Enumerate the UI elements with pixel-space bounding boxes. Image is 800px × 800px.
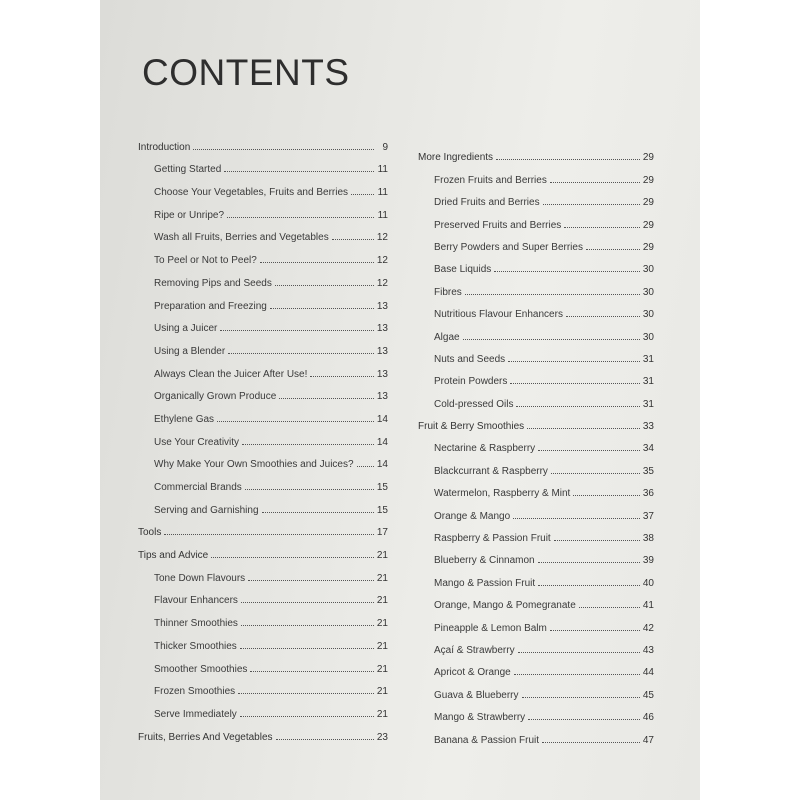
toc-entry-label: Nuts and Seeds (434, 353, 506, 365)
toc-page-number: 44 (642, 667, 654, 679)
toc-subentry (138, 493, 388, 516)
toc-subentry (138, 652, 388, 675)
dot-leader (496, 159, 640, 160)
toc-page-number: 21 (376, 595, 388, 607)
toc-subentry (138, 675, 388, 698)
dot-leader (516, 406, 640, 407)
dot-leader (227, 217, 374, 218)
toc-page-number: 42 (642, 622, 654, 634)
toc-page-number: 29 (642, 241, 654, 253)
dot-leader (238, 693, 374, 694)
dot-leader (245, 489, 374, 490)
toc-section-entry (418, 141, 654, 163)
dot-leader (211, 557, 374, 558)
toc-subentry (138, 153, 388, 176)
toc-page-number: 29 (642, 197, 654, 209)
toc-page-number: 15 (376, 504, 388, 516)
toc-page-number: 43 (642, 644, 654, 656)
toc-entry-label: More Ingredients (418, 152, 494, 164)
toc-page-number: 29 (642, 152, 654, 164)
toc-subentry (418, 432, 654, 454)
dot-leader (550, 630, 640, 631)
toc-subentry (418, 589, 654, 611)
toc-entry-label: Açaí & Strawberry (434, 644, 515, 656)
toc-page-number: 39 (642, 555, 654, 567)
dot-leader (538, 562, 640, 563)
dot-leader (276, 739, 374, 740)
dot-leader (522, 697, 641, 698)
dot-leader (543, 204, 640, 205)
toc-subentry (418, 231, 654, 253)
toc-subentry (418, 723, 654, 745)
toc-entry-label: Fruits, Berries And Vegetables (138, 731, 273, 743)
toc-entry-label: Guava & Blueberry (434, 689, 519, 701)
toc-subentry (138, 198, 388, 221)
toc-entry-label: Why Make Your Own Smoothies and Juices? (154, 459, 354, 471)
dot-leader (586, 249, 640, 250)
toc-page-number: 31 (642, 353, 654, 365)
page-title: CONTENTS (142, 52, 350, 93)
toc-subentry (418, 275, 654, 297)
toc-entry-label: Algae (434, 331, 460, 343)
dot-leader (554, 540, 640, 541)
toc-page-number: 45 (642, 689, 654, 701)
toc-page-number: 38 (642, 533, 654, 545)
toc-page-number: 11 (377, 187, 388, 199)
toc-entry-label: To Peel or Not to Peel? (154, 255, 257, 267)
toc-entry-label: Nutritious Flavour Enhancers (434, 309, 563, 321)
dot-leader (351, 194, 374, 195)
toc-entry-label: Mango & Strawberry (434, 712, 526, 724)
toc-subentry (138, 402, 388, 425)
toc-entry-label: Thinner Smoothies (154, 618, 238, 630)
dot-leader (228, 353, 374, 354)
dot-leader (465, 294, 640, 295)
dot-leader (270, 308, 374, 309)
toc-page-number: 36 (642, 488, 654, 500)
toc-subentry (418, 656, 654, 678)
toc-page-number: 31 (642, 398, 654, 410)
toc-entry-label: Dried Fruits and Berries (434, 197, 540, 209)
dot-leader (240, 716, 374, 717)
toc-page-number: 29 (642, 174, 654, 186)
toc-subentry (418, 701, 654, 723)
toc-entry-label: Mango & Passion Fruit (434, 577, 536, 589)
dot-leader (518, 652, 640, 653)
toc-entry-label: Thicker Smoothies (154, 640, 237, 652)
dot-leader (275, 285, 374, 286)
toc-entry-label: Always Clean the Juicer After Use! (154, 368, 308, 380)
dot-leader (217, 421, 374, 422)
toc-subentry (418, 454, 654, 476)
toc-entry-label: Frozen Fruits and Berries (434, 174, 547, 186)
toc-section-entry (418, 410, 654, 432)
toc-subentry (418, 544, 654, 566)
toc-subentry (138, 561, 388, 584)
toc-subentry (418, 253, 654, 275)
toc-entry-label: Getting Started (154, 164, 222, 176)
toc-left-column (138, 130, 388, 743)
toc-subentry (138, 266, 388, 289)
dot-leader (279, 398, 374, 399)
toc-entry-label: Preparation and Freezing (154, 300, 267, 312)
toc-page-number: 13 (376, 323, 388, 335)
toc-subentry (138, 175, 388, 198)
toc-entry-label: Ripe or Unripe? (154, 209, 225, 221)
toc-entry-label: Using a Juicer (154, 323, 218, 335)
toc-entry-label: Orange, Mango & Pomegranate (434, 600, 576, 612)
dot-leader (564, 227, 640, 228)
toc-page-number: 21 (376, 640, 388, 652)
dot-leader (538, 450, 640, 451)
toc-page-number: 37 (642, 510, 654, 522)
toc-entry-label: Frozen Smoothies (154, 686, 236, 698)
toc-entry-label: Introduction (138, 141, 191, 153)
toc-page-number: 40 (642, 577, 654, 589)
toc-page-number: 11 (377, 209, 388, 221)
toc-entry-label: Using a Blender (154, 345, 226, 357)
toc-entry-label: Commercial Brands (154, 482, 242, 493)
toc-subentry (138, 221, 388, 244)
toc-subentry (138, 448, 388, 471)
toc-page-number: 13 (376, 345, 388, 357)
toc-subentry (418, 499, 654, 521)
toc-subentry (418, 634, 654, 656)
toc-entry-label: Smoother Smoothies (154, 663, 248, 675)
toc-page-number: 47 (642, 734, 654, 746)
toc-page-number: 9 (382, 141, 388, 153)
toc-subentry (418, 208, 654, 230)
toc-subentry (418, 186, 654, 208)
toc-entry-label: Wash all Fruits, Berries and Vegetables (154, 232, 329, 244)
toc-entry-label: Serving and Garnishing (154, 504, 259, 516)
dot-leader (357, 466, 374, 467)
dot-leader (250, 671, 374, 672)
toc-subentry (418, 611, 654, 633)
dot-leader (262, 512, 374, 513)
toc-entry-label: Serve Immediately (154, 708, 237, 720)
toc-page-number: 17 (376, 527, 388, 539)
toc-page-number: 31 (642, 376, 654, 388)
dot-leader (494, 271, 640, 272)
toc-subentry (418, 387, 654, 409)
dot-leader (508, 361, 640, 362)
dot-leader (510, 383, 640, 384)
book-page (100, 0, 700, 800)
toc-section-entry (138, 516, 388, 539)
toc-page-number: 21 (376, 550, 388, 562)
dot-leader (332, 239, 374, 240)
dot-leader (240, 648, 374, 649)
toc-page-number: 21 (376, 708, 388, 720)
toc-subentry (138, 243, 388, 266)
toc-entry-label: Watermelon, Raspberry & Mint (434, 488, 571, 500)
toc-right-column (418, 141, 654, 746)
toc-entry-label: Nectarine & Raspberry (434, 443, 536, 455)
dot-leader (310, 376, 374, 377)
toc-entry-label: Banana & Passion Fruit (434, 734, 540, 746)
toc-page-number: 30 (642, 286, 654, 298)
toc-page-number: 21 (376, 686, 388, 698)
toc-page-number: 34 (642, 443, 654, 455)
toc-subentry (418, 343, 654, 365)
toc-subentry (418, 163, 654, 185)
toc-entry-label: Tone Down Flavours (154, 572, 246, 584)
toc-subentry (418, 678, 654, 700)
dot-leader (463, 339, 640, 340)
toc-entry-label: Fruit & Berry Smoothies (418, 421, 525, 433)
toc-page-number: 12 (376, 232, 388, 244)
toc-entry-label: Raspberry & Passion Fruit (434, 533, 551, 545)
toc-page-number: 14 (376, 459, 388, 471)
toc-subentry (138, 334, 388, 357)
dot-leader (224, 171, 374, 172)
toc-subentry (138, 470, 388, 493)
toc-entry-label: Removing Pips and Seeds (154, 277, 272, 289)
toc-subentry (138, 289, 388, 312)
toc-subentry (418, 477, 654, 499)
dot-leader (241, 602, 374, 603)
toc-entry-label: Organically Grown Produce (154, 391, 277, 403)
toc-subentry (418, 522, 654, 544)
dot-leader (527, 428, 640, 429)
toc-page-number: 30 (642, 309, 654, 321)
toc-entry-label: Blueberry & Cinnamon (434, 555, 535, 567)
toc-page-number: 11 (377, 164, 388, 176)
dot-leader (514, 674, 640, 675)
toc-section-entry (138, 720, 388, 743)
toc-page-number: 12 (376, 255, 388, 267)
dot-leader (579, 607, 640, 608)
toc-page-number: 13 (376, 300, 388, 312)
toc-page-number: 15 (376, 482, 388, 493)
toc-entry-label: Flavour Enhancers (154, 595, 238, 607)
toc-entry-label: Base Liquids (434, 264, 492, 276)
toc-entry-label: Orange & Mango (434, 510, 511, 522)
toc-entry-label: Protein Powders (434, 376, 508, 388)
toc-subentry (138, 357, 388, 380)
dot-leader (550, 182, 640, 183)
toc-page-number: 21 (376, 618, 388, 630)
toc-entry-label: Use Your Creativity (154, 436, 240, 448)
dot-leader (193, 149, 374, 150)
toc-subentry (138, 425, 388, 448)
dot-leader (542, 742, 640, 743)
dot-leader (566, 316, 640, 317)
toc-page-number: 14 (376, 436, 388, 448)
toc-page-number: 35 (642, 465, 654, 477)
toc-page-number: 46 (642, 712, 654, 724)
toc-subentry (138, 380, 388, 403)
toc-entry-label: Apricot & Orange (434, 667, 511, 679)
dot-leader (164, 534, 374, 535)
toc-entry-label: Tips and Advice (138, 550, 209, 562)
toc-page-number: 14 (376, 413, 388, 425)
toc-section-entry (138, 130, 388, 153)
toc-subentry (138, 312, 388, 335)
toc-page-number: 30 (642, 331, 654, 343)
dot-leader (220, 330, 374, 331)
dot-leader (260, 262, 374, 263)
toc-section-entry (138, 538, 388, 561)
toc-page-number: 30 (642, 264, 654, 276)
toc-page-number: 12 (376, 277, 388, 289)
toc-page-number: 21 (376, 663, 388, 675)
toc-entry-label: Fibres (434, 286, 462, 298)
toc-subentry (138, 584, 388, 607)
dot-leader (528, 719, 640, 720)
toc-page-number: 21 (376, 572, 388, 584)
toc-page-number: 41 (642, 600, 654, 612)
toc-subentry (418, 365, 654, 387)
toc-subentry (418, 298, 654, 320)
toc-subentry (418, 320, 654, 342)
toc-entry-label: Cold-pressed Oils (434, 398, 514, 410)
dot-leader (538, 585, 640, 586)
toc-subentry (138, 629, 388, 652)
dot-leader (241, 625, 374, 626)
toc-page-number: 29 (642, 219, 654, 231)
toc-entry-label: Preserved Fruits and Berries (434, 219, 562, 231)
toc-page-number: 13 (376, 391, 388, 403)
toc-entry-label: Blackcurrant & Raspberry (434, 465, 548, 477)
dot-leader (513, 518, 640, 519)
toc-page-number: 13 (376, 368, 388, 380)
dot-leader (248, 580, 374, 581)
dot-leader (551, 473, 640, 474)
toc-subentry (418, 566, 654, 588)
toc-entry-label: Choose Your Vegetables, Fruits and Berries (154, 187, 349, 199)
toc-subentry (138, 697, 388, 720)
toc-page-number: 33 (642, 421, 654, 433)
dot-leader (242, 444, 374, 445)
toc-entry-label: Pineapple & Lemon Balm (434, 622, 547, 634)
dot-leader (573, 495, 640, 496)
toc-page-number: 23 (376, 731, 388, 743)
toc-entry-label: Ethylene Gas (154, 413, 215, 425)
toc-subentry (138, 606, 388, 629)
toc-entry-label: Tools (138, 527, 162, 539)
toc-entry-label: Berry Powders and Super Berries (434, 241, 583, 253)
